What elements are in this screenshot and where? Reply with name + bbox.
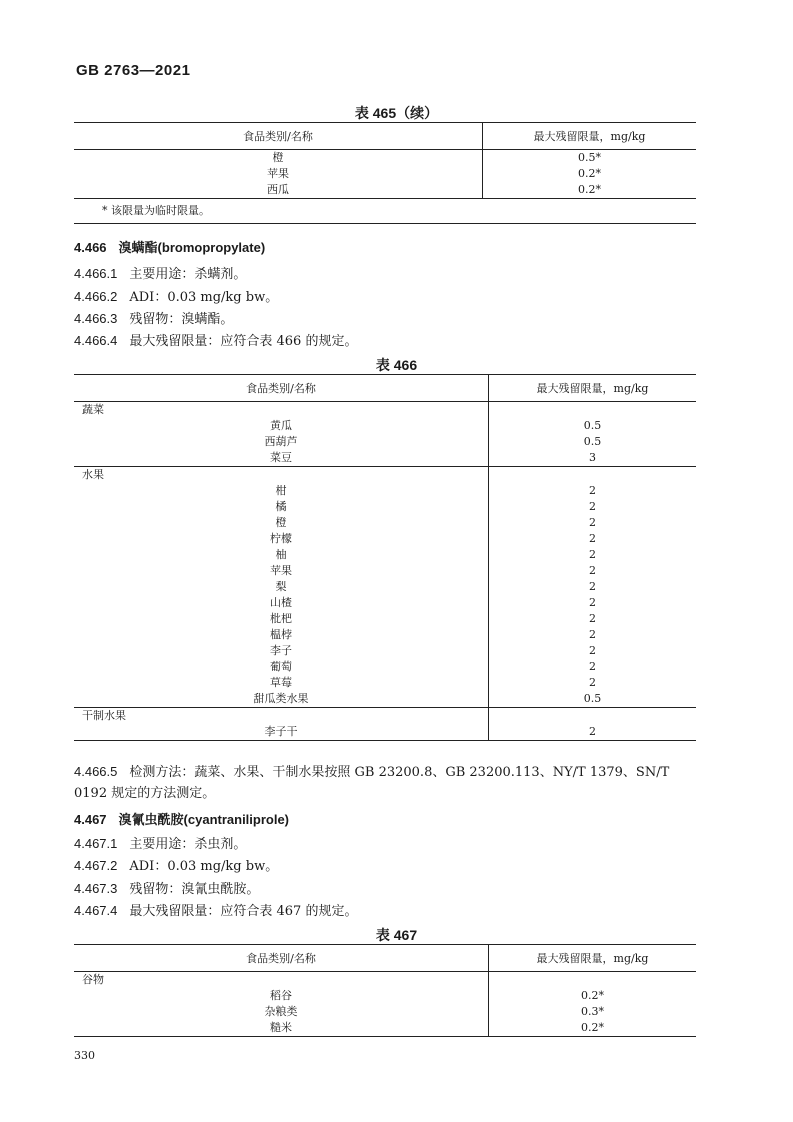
section-467-item: [74, 855, 278, 874]
section-466-item: [74, 263, 246, 282]
mrl-value: 2: [489, 675, 697, 691]
mrl-value: 2: [489, 595, 697, 611]
category-label: 水果: [74, 467, 489, 484]
section-467-item: [74, 878, 259, 897]
table-466-header-name: 食品类别/名称: [74, 375, 489, 402]
food-name: 柠檬: [270, 532, 292, 545]
food-name: 西瓜: [267, 183, 289, 196]
table-465-header-value: 最大残留限量，mg/kg: [483, 123, 697, 150]
mrl-value: 0.5: [489, 434, 697, 450]
section-title: 溴氰虫酰胺(cyantraniliprole): [118, 812, 290, 827]
mrl-value: 2: [489, 515, 697, 531]
table-row: [74, 627, 696, 643]
food-name: 柑: [275, 484, 287, 497]
table-row: [74, 724, 696, 741]
item-text: 最大残留限量：应符合表 467 的规定。: [129, 904, 358, 919]
food-name: 菜豆: [270, 451, 292, 464]
item-text: 检测方法：蔬菜、水果、干制水果按照 GB 23200.8、GB 23200.113、NY/T 1379、SN/T 0192 规定的方法测定。: [74, 765, 670, 801]
item-text: 残留物：溴氰虫酰胺。: [129, 882, 260, 897]
table-467: [74, 944, 696, 1037]
table-row: [74, 691, 696, 708]
category-label: 干制水果: [74, 708, 489, 725]
food-name: 苹果: [267, 167, 289, 180]
food-name: 甜瓜类水果: [253, 692, 309, 705]
table-466: [74, 374, 696, 741]
table-row: [74, 531, 696, 547]
section-number: 4.467: [74, 812, 107, 827]
category-row: [74, 972, 696, 989]
section-467-item: [74, 833, 246, 852]
mrl-value: 2: [489, 579, 697, 595]
food-name: 稻谷: [270, 989, 292, 1002]
mrl-value: 2: [489, 724, 697, 741]
food-name: 山楂: [270, 596, 292, 609]
section-466-method: [74, 761, 704, 804]
mrl-value: 2: [489, 643, 697, 659]
table-466-header-value: 最大残留限量，mg/kg: [489, 375, 697, 402]
mrl-value: 2: [489, 627, 697, 643]
mrl-value: 0.5*: [483, 150, 697, 167]
section-title: 溴螨酯(bromopropylate): [118, 240, 266, 255]
table-465-caption: 表 465（续）: [354, 105, 439, 121]
item-number: 4.466.5: [74, 764, 118, 779]
section-467-title: [74, 809, 289, 828]
food-name: 橙: [275, 516, 287, 529]
item-text: 主要用途：杀螨剂。: [129, 267, 247, 282]
item-text: 主要用途：杀虫剂。: [129, 837, 247, 852]
food-name: 糙米: [270, 1021, 292, 1034]
document-header: GB 2763—2021: [76, 62, 191, 79]
table-row: [74, 1020, 696, 1037]
mrl-value: 2: [489, 659, 697, 675]
mrl-value: 2: [489, 499, 697, 515]
food-name: 柚: [275, 548, 287, 561]
table-row: [74, 483, 696, 499]
item-number: 4.466.2: [74, 289, 118, 304]
table-row: [74, 579, 696, 595]
item-number: 4.466.3: [74, 311, 118, 326]
mrl-value: 0.3*: [489, 1004, 697, 1020]
mrl-value: 2: [489, 563, 697, 579]
mrl-value: 0.2*: [489, 1020, 697, 1037]
mrl-value: 2: [489, 611, 697, 627]
item-number: 4.466.1: [74, 266, 118, 281]
category-row: [74, 467, 696, 484]
category-label: 蔬菜: [82, 403, 104, 416]
table-row: [74, 499, 696, 515]
item-text: 最大残留限量：应符合表 466 的规定。: [129, 334, 358, 349]
food-name: 李子: [270, 644, 292, 657]
item-number: 4.467.2: [74, 858, 118, 873]
item-text: ADI：0.03 mg/kg bw。: [129, 290, 279, 305]
food-name: 橙: [272, 151, 284, 164]
item-number: 4.467.1: [74, 836, 118, 851]
mrl-value: 3: [489, 450, 697, 467]
table-467-header-value: 最大残留限量，mg/kg: [489, 945, 697, 972]
table-row: [74, 450, 696, 467]
item-text: ADI：0.03 mg/kg bw。: [129, 859, 279, 874]
category-row: [74, 708, 696, 725]
item-number: 4.467.3: [74, 881, 118, 896]
table-465-footnote: * 该限量为临时限量。: [74, 199, 696, 224]
table-row: [74, 595, 696, 611]
table-466-caption: 表 466: [375, 357, 418, 373]
table-465: [74, 122, 696, 224]
food-name: 橘: [275, 500, 287, 513]
table-row: [74, 659, 696, 675]
table-row: [74, 988, 696, 1004]
section-466-item: [74, 330, 357, 349]
mrl-value: 0.5: [489, 418, 697, 434]
section-466-item: [74, 308, 233, 327]
table-row: [74, 611, 696, 627]
food-name: 李子干: [264, 725, 298, 738]
table-row: [74, 1004, 696, 1020]
mrl-value: 2: [489, 547, 697, 563]
food-name: 草莓: [270, 676, 292, 689]
page-number: 330: [74, 1049, 95, 1062]
food-name: 梨: [275, 580, 287, 593]
item-number: 4.467.4: [74, 903, 118, 918]
section-466-title: [74, 237, 265, 256]
mrl-value: 2: [489, 483, 697, 499]
mrl-value: 0.5: [489, 691, 697, 708]
section-466-item: [74, 286, 278, 305]
table-row: [74, 150, 696, 167]
mrl-value: 0.2*: [483, 182, 697, 199]
section-number: 4.466: [74, 240, 107, 255]
food-name: 杂粮类: [264, 1005, 298, 1018]
category-row: [74, 402, 696, 419]
food-name: 枇杷: [270, 612, 292, 625]
table-row: [74, 547, 696, 563]
table-467-caption: 表 467: [375, 927, 418, 943]
food-name: 榅桲: [270, 628, 292, 641]
food-name: 西葫芦: [264, 435, 298, 448]
food-name: 苹果: [270, 564, 292, 577]
item-number: 4.466.4: [74, 333, 118, 348]
item-text: 残留物：溴螨酯。: [129, 312, 234, 327]
table-row: [74, 418, 696, 434]
table-row: [74, 166, 696, 182]
food-name: 葡萄: [270, 660, 292, 673]
table-row: [74, 434, 696, 450]
mrl-value: 0.2*: [483, 166, 697, 182]
food-name: 黄瓜: [270, 419, 292, 432]
mrl-value: 0.2*: [489, 988, 697, 1004]
table-465-header-name: 食品类别/名称: [74, 123, 483, 150]
section-467-item: [74, 900, 357, 919]
table-row: [74, 643, 696, 659]
category-label: 谷物: [82, 973, 104, 986]
table-row: [74, 563, 696, 579]
table-row: [74, 182, 696, 199]
table-467-header-name: 食品类别/名称: [74, 945, 489, 972]
table-row: [74, 675, 696, 691]
table-row: [74, 515, 696, 531]
mrl-value: 2: [489, 531, 697, 547]
